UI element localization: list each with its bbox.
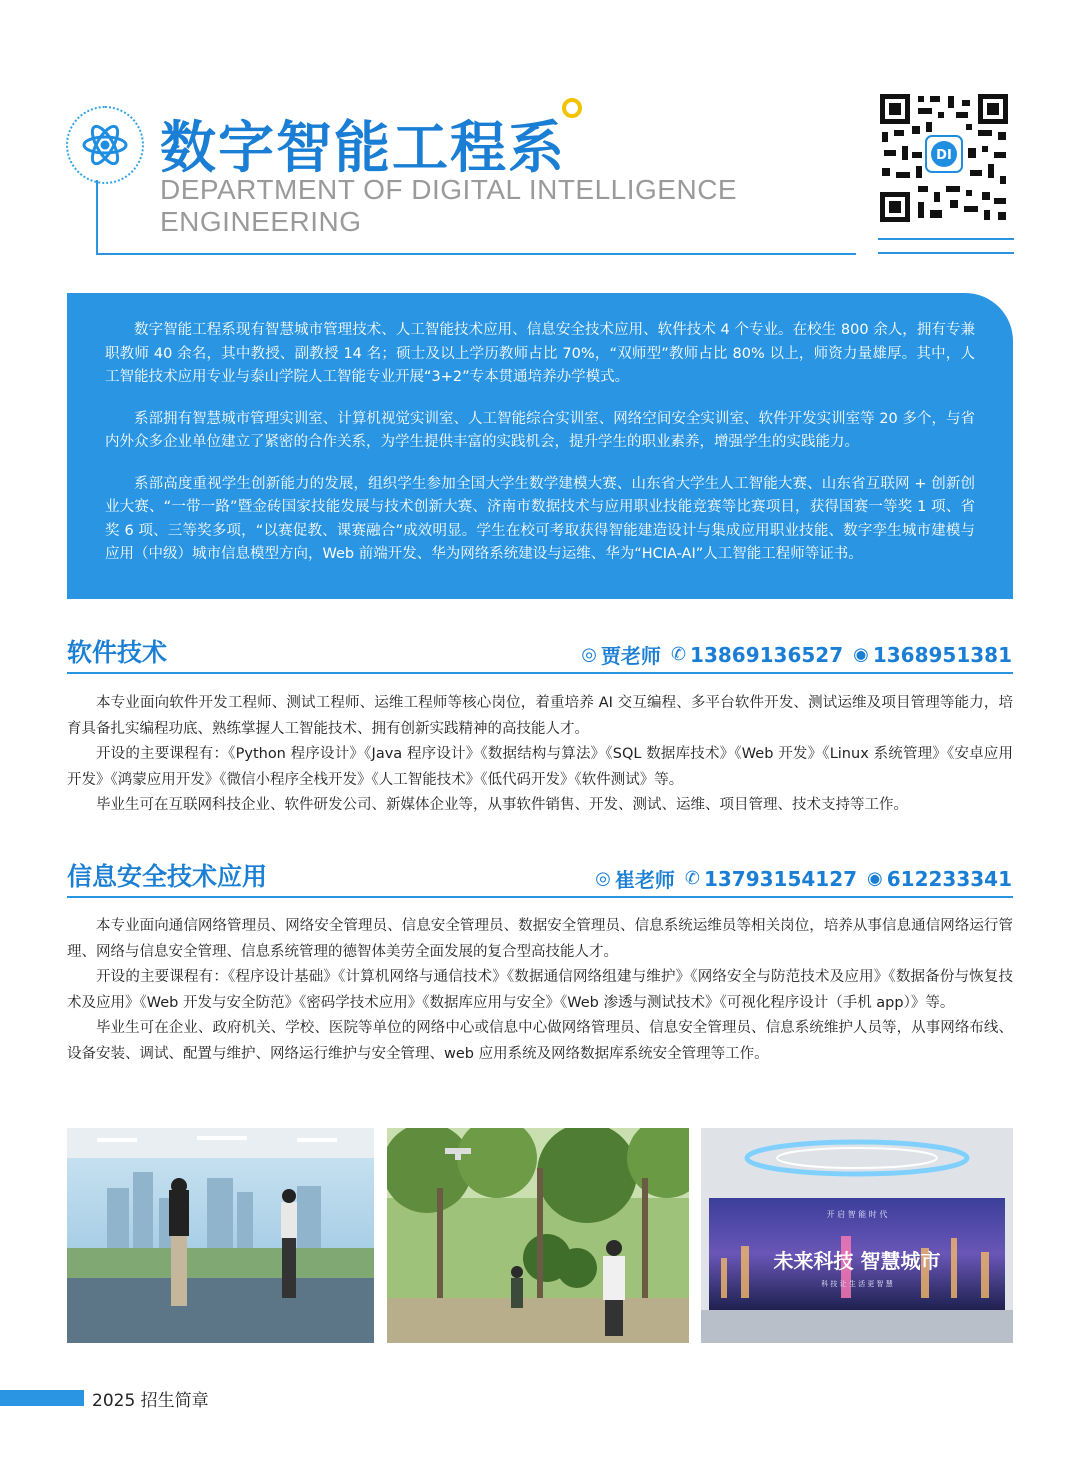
decorative-dot (562, 98, 582, 118)
section-body-software (67, 691, 1013, 819)
screen-top-text: 开 启 智 能 时 代 (826, 1210, 888, 1219)
section-paragraph: 毕业生可在企业、政府机关、学校、医院等单位的网络中心或信息中心做网络管理员、信息安全管理员、信息系统维护人员等，从事网络布线、设备安装、调试、配置与维护、网络运行维护与安全管理、web 应用系统及网络数据库系统安全管理等工作。 (67, 1020, 1013, 1062)
qr-logo: DI (936, 148, 952, 163)
header-divider-vertical (96, 180, 98, 254)
photo-smart-city-screen (701, 1128, 1013, 1343)
teacher-name: 贾老师 (600, 644, 661, 668)
section-divider (67, 896, 1013, 898)
qr-divider (878, 252, 1014, 254)
photo-drone-outdoor (387, 1128, 689, 1343)
header-divider (96, 253, 856, 255)
qr-divider (878, 238, 1014, 240)
intro-paragraph: 系部高度重视学生创新能力的发展，组织学生参加全国大学生数学建模大赛、山东省大学生人工智能大赛、山东省互联网 + 创新创业大赛、“一带一路”暨金砖国家技能发展与技术创新大赛、济南市数据技术与应用职业技能竞赛等比赛项目，获得国赛一等奖 1 项、省奖 6 项、三等奖多项，“以赛促教、课赛融合”成效明显。学生在校可考取获得智能建造设计与集成应用职业技能、数字孪生城市建模与应用（中级）城市信息模型方向，Web 前端开发、华为网络系统建设与运维、华为“HCIA-AI”人工智能工程师等证书。 (105, 475, 975, 562)
phone-number[interactable]: 13793154127 (703, 866, 858, 891)
qr-code[interactable] (878, 92, 1010, 224)
section-paragraph: 本专业面向通信网络管理员、网络安全管理员、信息安全管理员、数据安全管理员、信息系统运维员等相关岗位，培养从事信息通信网络运行管理、网络与信息安全管理、信息系统管理的德智体美劳全面发展的复合型高技能人才。 (67, 918, 1013, 960)
page-subtitle-en: DEPARTMENT OF DIGITAL INTELLIGENCE ENGINEERING (160, 174, 738, 237)
person-icon: ◎ (595, 868, 611, 889)
section-paragraph: 开设的主要课程有：《Python 程序设计》《Java 程序设计》《数据结构与算法》《SQL 数据库技术》《Web 开发》《Linux 系统管理》《安卓应用开发》《鸿蒙应用开发》《微信小程序全栈开发》《人工智能技术》《低代码开发》《软件测试》等。 (67, 746, 1013, 788)
photo-vr-lab (67, 1128, 374, 1343)
footer-bar (0, 1390, 84, 1406)
page-title: 数字智能工程系 (160, 116, 566, 181)
qq-icon: ◉ (853, 644, 869, 665)
section-divider (67, 672, 1013, 674)
section-title-software: 软件技术 (67, 638, 168, 667)
intro-paragraph: 数字智能工程系现有智慧城市管理技术、人工智能技术应用、信息安全技术应用、软件技术 4 个专业。在校生 800 余人，拥有专兼职教师 40 余名，其中教授、副教授 14 名；硕士及以上学历教师占比 70%，“双师型”教师占比 80% 以上，师资力量雄厚。其中，人工智能技术应用专业与泰山学院人工智能专业开展“3+2”专本贯通培养办学模式。 (105, 322, 975, 385)
section-contact-infosec (589, 864, 1012, 893)
atom-icon (66, 106, 144, 184)
footer-text: 2025 招生简章 (92, 1391, 209, 1411)
section-paragraph: 开设的主要课程有：《程序设计基础》《计算机网络与通信技术》《数据通信网络组建与维护》《网络安全与防范技术及应用》《数据备份与恢复技术及应用》《Web 开发与安全防范》《密码学技术应用》《数据库应用与安全》《Web 渗透与测试技术》《可视化程序设计（手机 app）》等。 (67, 969, 1013, 1011)
section-paragraph: 本专业面向软件开发工程师、测试工程师、运维工程师等核心岗位，着重培养 AI 交互编程、多平台软件开发、测试运维及项目管理等能力，培育具备扎实编程功底、熟练掌握人工智能技术、拥有创新实践精神的高技能人才。 (67, 695, 1013, 737)
phone-icon: ✆ (670, 644, 687, 665)
screen-subtitle: 科 技 让 生 活 更 智 慧 (821, 1280, 893, 1288)
qq-number[interactable]: 612233341 (886, 866, 1012, 891)
section-contact-software (575, 640, 1012, 669)
section-paragraph: 毕业生可在互联网科技企业、软件研发公司、新媒体企业等，从事软件销售、开发、测试、运维、项目管理、技术支持等工作。 (96, 797, 908, 813)
section-title-infosec: 信息安全技术应用 (67, 862, 268, 891)
qq-icon: ◉ (867, 868, 883, 889)
screen-title: 未来科技 智慧城市 (773, 1249, 941, 1273)
intro-box (67, 293, 1013, 599)
teacher-name: 崔老师 (614, 868, 675, 892)
intro-paragraph: 系部拥有智慧城市管理实训室、计算机视觉实训室、人工智能综合实训室、网络空间安全实训室、软件开发实训室等 20 多个，与省内外众多企业单位建立了紧密的合作关系，为学生提供丰富的实践机会，提升学生的职业素养，增强学生的实践能力。 (105, 410, 975, 450)
qq-number[interactable]: 1368951381 (872, 642, 1012, 667)
phone-icon: ✆ (684, 868, 700, 889)
section-body-infosec (67, 914, 1013, 1067)
person-icon: ◎ (581, 644, 597, 665)
phone-number[interactable]: 13869136527 (690, 642, 844, 667)
